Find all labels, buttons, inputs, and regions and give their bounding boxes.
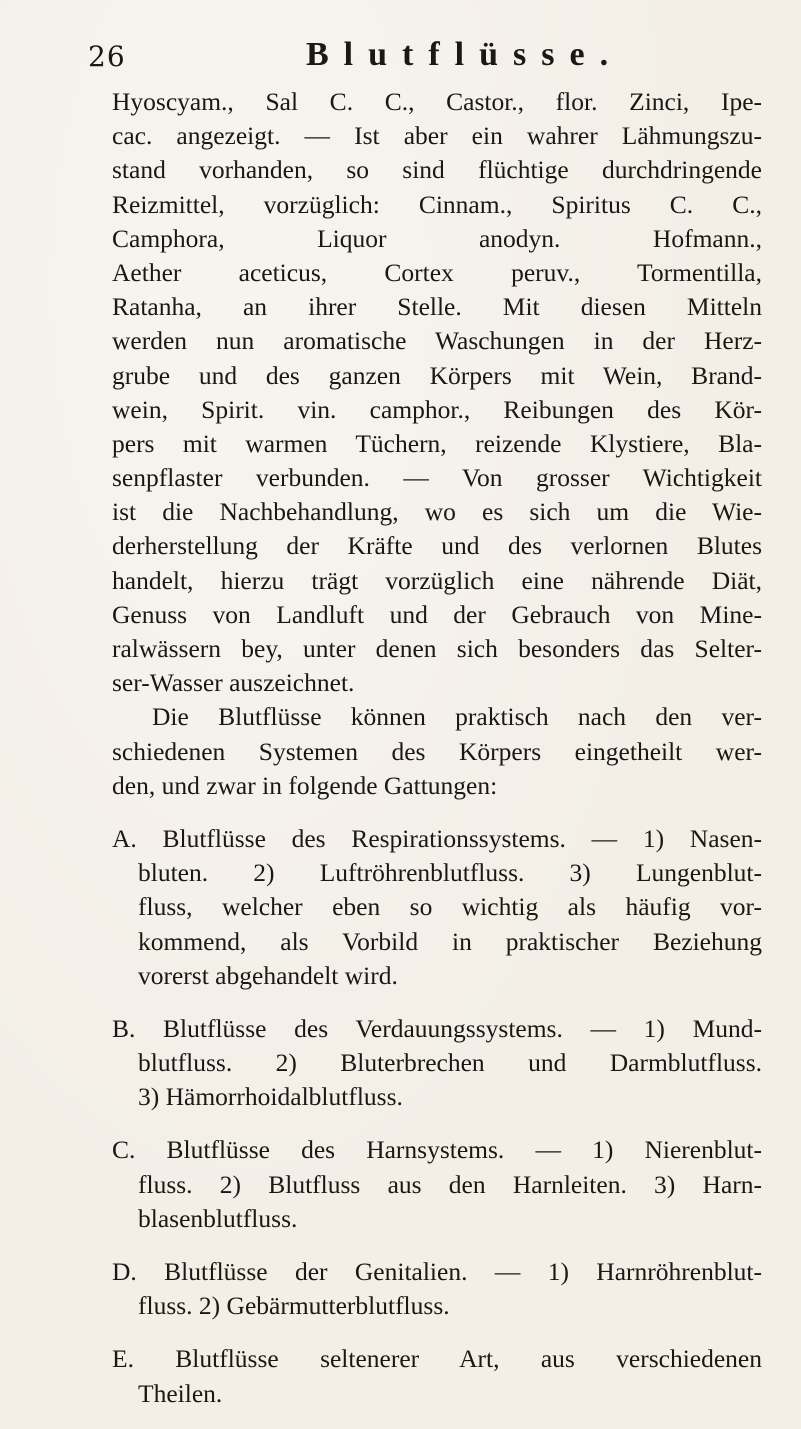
- paragraph-classification: [112, 700, 762, 803]
- text-line: ser-Wasser auszeichnet.: [112, 668, 355, 698]
- text-line: blutfluss. 2) Bluterbrechen und Darmblutfluss.: [138, 1048, 762, 1078]
- running-head: Blutflüsse.: [306, 36, 624, 73]
- text-line: D. Blutflüsse der Genitalien. — 1) Harnröhrenblut-: [112, 1257, 762, 1286]
- text-line: schiedenen Systemen des Körpers eingetheilt wer-: [112, 736, 762, 766]
- section-e-other: [112, 1342, 762, 1410]
- text-line: Aether aceticus, Cortex peruv., Tormentilla,: [112, 257, 762, 287]
- text-line: bluten. 2) Luftröhrenblutfluss. 3) Lungenblut-: [138, 858, 762, 888]
- text-line: fluss. 2) Gebärmutterblutfluss.: [138, 1291, 450, 1321]
- text-line: handelt, hierzu trägt vorzüglich eine nährende Diät,: [112, 565, 762, 595]
- text-line: fluss, welcher eben so wichtig als häufig vor-: [138, 892, 762, 922]
- page-header: [88, 36, 741, 84]
- section-a-respiration: [112, 822, 762, 993]
- text-line: blasenblutfluss.: [138, 1203, 298, 1233]
- text-line: E. Blutflüsse seltenerer Art, aus verschiedenen: [112, 1344, 762, 1374]
- text-line: B. Blutflüsse des Verdauungssystems. — 1) Mund-: [112, 1013, 762, 1043]
- text-line: A. Blutflüsse des Respirationssystems. — 1) Nasen-: [112, 823, 762, 853]
- text-line: ralwässern bey, unter denen sich besonders das Selter-: [112, 634, 762, 663]
- text-line: vorerst abgehandelt wird.: [138, 960, 398, 990]
- text-line: senpflaster verbunden. — Von grosser Wichtigkeit: [112, 463, 762, 493]
- text-line: Theilen.: [138, 1378, 223, 1408]
- text-line: pers mit warmen Tüchern, reizende Klystiere, Bla-: [112, 428, 762, 458]
- text-line: wein, Spirit. vin. camphor., Reibungen des Kör-: [112, 394, 762, 424]
- text-line: Hyoscyam., Sal C. C., Castor., flor. Zinci, Ipe-: [112, 87, 762, 116]
- text-line: ist die Nachbehandlung, wo es sich um die Wie-: [112, 497, 762, 527]
- text-line: Die Blutflüsse können praktisch nach den ver-: [152, 702, 762, 732]
- section-b-digestion: [112, 1012, 762, 1115]
- text-line: cac. angezeigt. — Ist aber ein wahrer Lähmungszu-: [112, 121, 762, 151]
- page-body: [112, 85, 762, 1411]
- text-line: Camphora, Liquor anodyn. Hofmann.,: [112, 223, 762, 253]
- text-line: Genuss von Landluft und der Gebrauch von Mine-: [112, 599, 762, 629]
- page-number: 26: [88, 40, 126, 73]
- text-line: derherstellung der Kräfte und des verlornen Blutes: [112, 531, 762, 561]
- section-c-urinary: [112, 1133, 762, 1236]
- text-line: C. Blutflüsse des Harnsystems. — 1) Nierenblut-: [112, 1135, 762, 1165]
- text-line: den, und zwar in folgende Gattungen:: [112, 770, 498, 800]
- text-line: Ratanha, an ihrer Stelle. Mit diesen Mitteln: [112, 292, 762, 322]
- section-d-genitals: [112, 1255, 762, 1323]
- paragraph-prescription: [112, 85, 762, 700]
- text-line: werden nun aromatische Waschungen in der Herz-: [112, 326, 762, 356]
- text-line: fluss. 2) Blutfluss aus den Harnleiten. 3) Harn-: [138, 1169, 762, 1199]
- text-line: Reizmittel, vorzüglich: Cinnam., Spiritus C. C.,: [112, 189, 762, 219]
- text-line: stand vorhanden, so sind flüchtige durchdringende: [112, 155, 762, 185]
- text-line: grube und des ganzen Körpers mit Wein, Brand-: [112, 360, 762, 390]
- text-line: kommend, als Vorbild in praktischer Beziehung: [138, 926, 762, 956]
- text-line: 3) Hämorrhoidalblutfluss.: [138, 1082, 403, 1112]
